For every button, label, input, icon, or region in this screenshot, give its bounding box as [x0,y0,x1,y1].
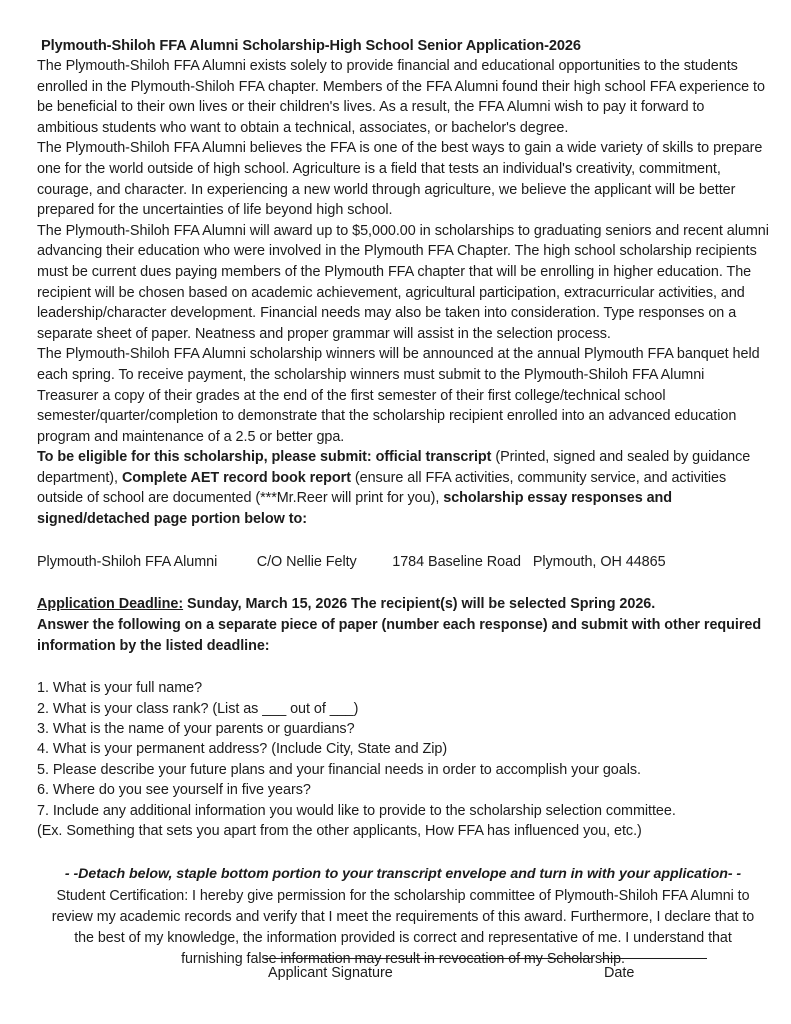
address-spacer-3 [521,554,533,570]
eligibility-regular-guidance: (Printed, signed and sealed by guidance department), [37,449,751,486]
eligibility-regular-activities: (ensure all FFA activities, community service, and activities outside of school are documented (***Mr.Reer will print for you), [37,469,727,507]
deadline-label: Application Deadline: [37,596,184,613]
deadline-line [37,594,769,615]
list-item: (Ex. Something that sets you apart from the other applicants, How FFA has influenced you, etc.) [37,823,642,840]
list-item: 7. Include any additional information you would like to provide to the scholarship selection committee. [37,802,676,819]
list-item: 2. What is your class rank? (List as ___ out of ___) [37,700,359,717]
list-item: 6. Where do you see yourself in five years? [37,782,311,799]
paragraph-award: The Plymouth-Shiloh FFA Alumni will award up to $5,000.00 in scholarships to graduating seniors and recent alumni advancing their education who were involved in the Plymouth FFA Chapter. The high school scholarship recipients must be current dues paying members of the Plymouth FFA chapter that will be enrolling in higher education. The recipient will be chosen based on academic achievement, agricultural participation, extracurricular activities, and leadership/character development. Financial needs may also be taken into consideration. Type responses on a separate sheet of paper. Neatness and proper grammar will assist in the selection process. [37,222,769,342]
address-street: 1784 Baseline Road [392,553,521,570]
eligibility-bold-transcript: To be eligible for this scholarship, please submit: official transcript [37,449,492,466]
date-line[interactable] [601,958,707,959]
deadline-instructions: Answer the following on a separate piece of paper (number each response) and submit with other required information by the listed deadline: [37,617,762,655]
list-item: 4. What is your permanent address? (Include City, State and Zip) [37,741,448,758]
paragraph-beliefs: The Plymouth-Shiloh FFA Alumni believes the FFA is one of the best ways to gain a wide variety of skills to prepare one for the world outside of high school. Agriculture is a field that tests an individual's creativity, commitment, courage, and character. In experiencing a new world through agriculture, we believe the applicant will be better prepared for the uncertainties of life beyond high school. [37,140,763,219]
address-care-of: C/O Nellie Felty [256,553,357,570]
address-city-state-zip: Plymouth, OH 44865 [532,553,666,570]
list-item: 3. What is the name of your parents or guardians? [37,721,355,738]
deadline-block [37,594,769,657]
paragraph-payment: The Plymouth-Shiloh FFA Alumni scholarship winners will be announced at the annual Plymouth FFA banquet held each spring. To receive payment, the scholarship winners must submit to the Plymouth-Shiloh FFA Alumni Treasurer a copy of their grades at the end of the first semester of their first college/technical school semester/quarter/completion to demonstrate that the scholarship recipient enrolled into an advanced education program and maintenance of a 2.5 or better gpa. [37,346,760,445]
signature-area [37,958,769,1004]
eligibility-bold-aet-report: Complete AET record book report [121,469,351,486]
applicant-signature-line[interactable] [265,958,593,959]
date-label: Date [604,965,635,981]
paragraph-eligibility [37,447,769,529]
page-title: Plymouth-Shiloh FFA Alumni Scholarship-High School Senior Application-2026 [41,38,581,54]
student-certification-text: Student Certification: I hereby give permission for the scholarship committee of Plymouth-Shiloh FFA Alumni to review my academic records and verify that I meet the requirements of this award. Furthermore, I declare that to the best of my knowledge, the information provided is correct and representative of me. I understand that furnishing false information may result in revocation of my Scholarship. [51,887,755,967]
list-item: 5. Please describe your future plans and your financial needs in order to accomplish your goals. [37,761,641,778]
eligibility-bold-essay-responses: scholarship essay responses and signed/detached page portion below to: [37,490,673,528]
applicant-signature-label: Applicant Signature [268,965,393,981]
address-spacer-1 [217,554,256,570]
list-item: 1. What is your full name? [37,680,203,697]
paragraph-intro: The Plymouth-Shiloh FFA Alumni exists solely to provide financial and educational opportunities to the students enrolled in the Plymouth-Shiloh FFA chapter. Members of the FFA Alumni found their high school FFA experience to be beneficial to their own lives or their children's lives. As a result, the FFA Alumni wish to pay it forward to ambitious students who want to obtain a technical, associates, or bachelor's degree. [37,58,765,136]
signature-rules [37,958,769,960]
address-organization: Plymouth-Shiloh FFA Alumni [37,553,218,570]
deadline-date: Sunday, March 15, 2026 The recipient(s) will be selected Spring 2026. [183,596,656,613]
detach-notice: - -Detach below, staple bottom portion to your transcript envelope and turn in with your application- - [64,865,742,882]
signature-labels [37,963,769,983]
address-spacer-2 [357,554,393,570]
mailing-address [37,552,769,573]
questions-list [37,678,769,841]
